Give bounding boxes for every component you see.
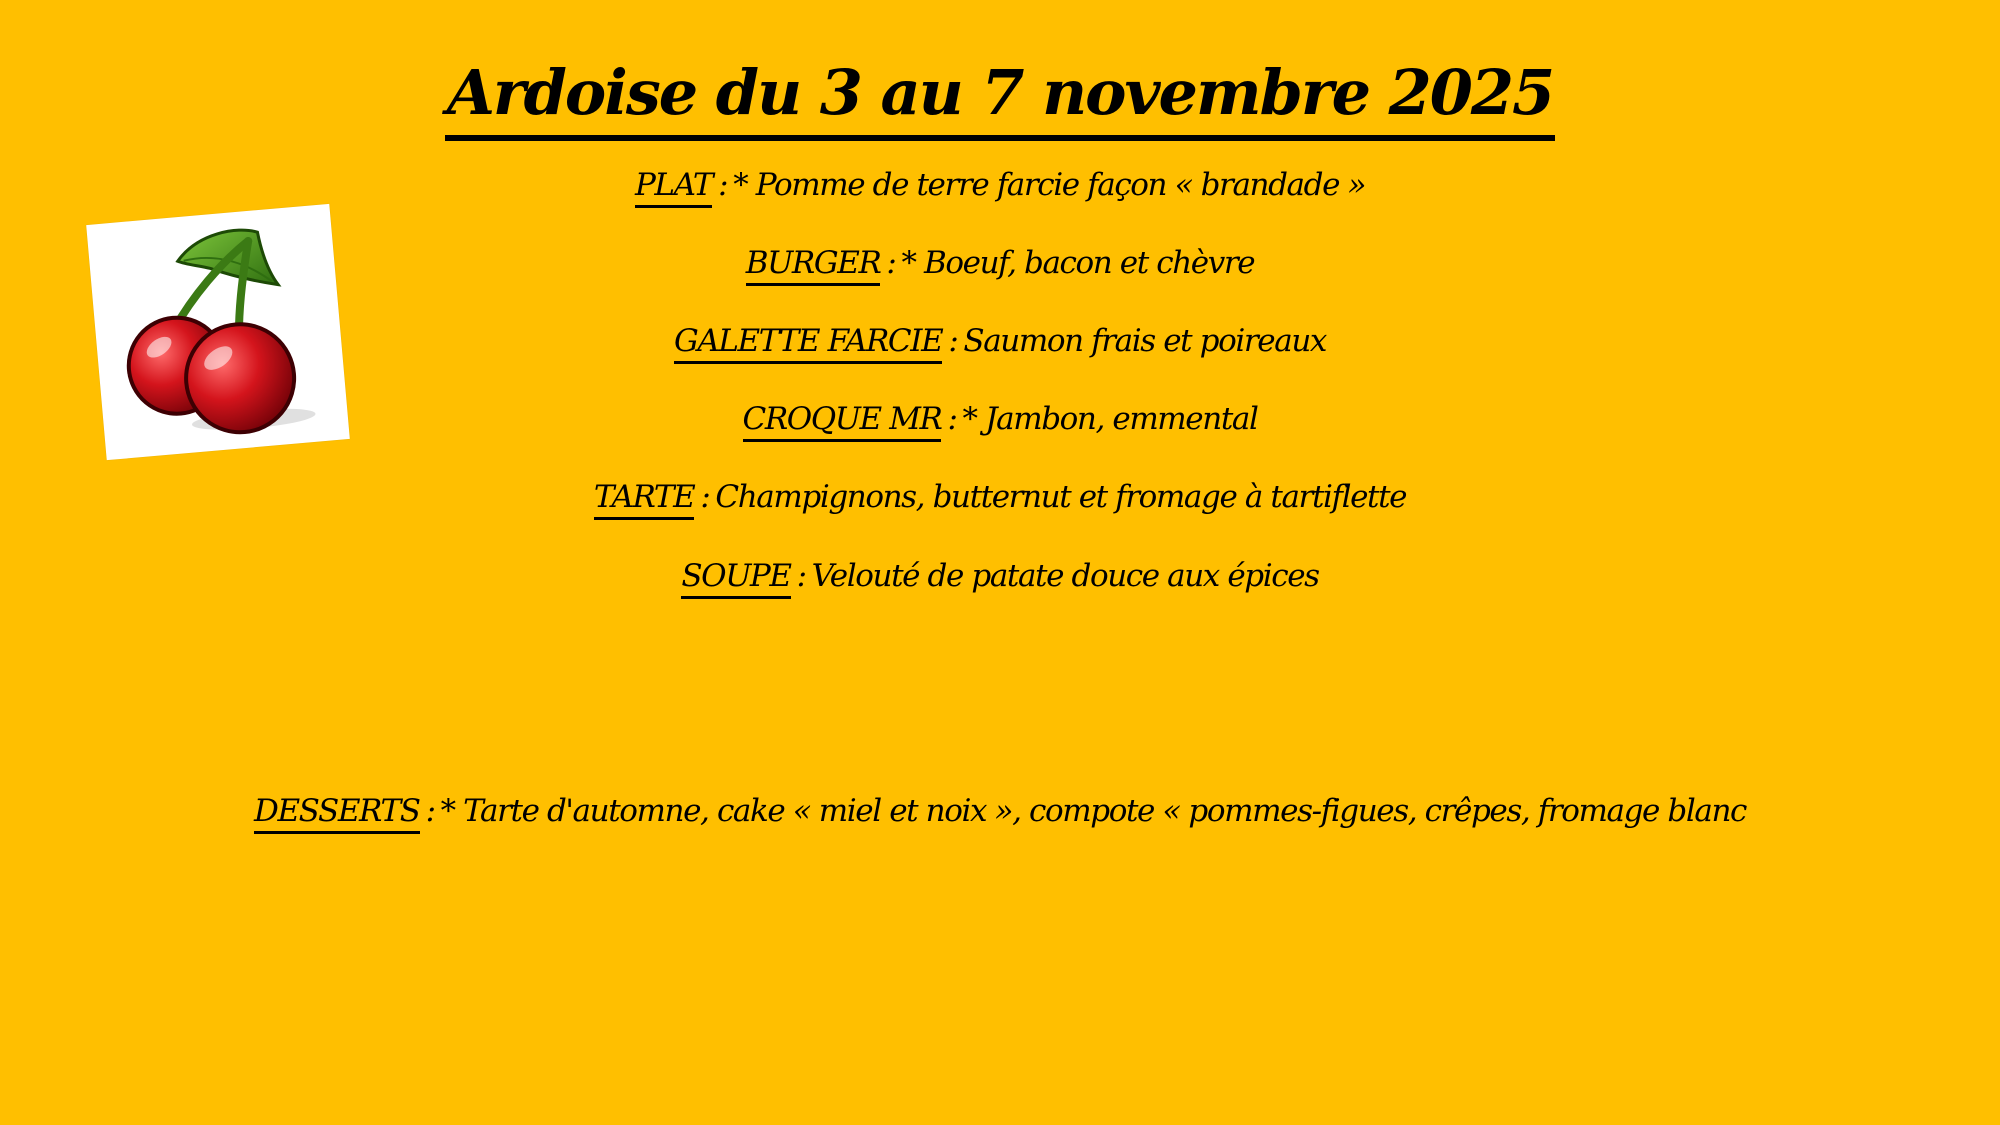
menu-item-text: * Boeuf, bacon et chèvre <box>901 245 1255 281</box>
menu-item-text: * Jambon, emmental <box>962 401 1258 437</box>
menu-item-label: PLAT <box>635 165 712 208</box>
menu-item-text: * Pomme de terre farcie façon « brandade » <box>733 167 1366 203</box>
page-title-text: Ardoise du 3 au 7 novembre 2025 <box>445 51 1555 141</box>
page-title <box>0 48 2000 141</box>
menu-item-text: Champignons, butternut et fromage à tartiflette <box>715 479 1407 515</box>
menu-item-label: SOUPE <box>681 556 790 599</box>
menu-item-text: Saumon frais et poireaux <box>963 323 1326 359</box>
menu-item-separator: : <box>886 245 896 281</box>
menu-item-label: CROQUE MR <box>743 399 942 442</box>
desserts-separator: : <box>425 793 435 829</box>
desserts-line <box>0 786 2000 836</box>
cherries-icon <box>86 204 350 460</box>
menu-item-label: TARTE <box>594 477 694 520</box>
desserts-text: * Tarte d'automne, cake « miel et noix », compote « pommes-figues, crêpes, fromage blanc <box>440 793 1746 829</box>
menu-item-text: Velouté de patate douce aux épices <box>811 558 1319 594</box>
menu-item-plat <box>0 160 2000 210</box>
cherries-sticker <box>86 204 350 460</box>
desserts-label: DESSERTS <box>254 791 420 834</box>
menu-item-separator: : <box>947 401 957 437</box>
menu-item-separator: : <box>700 479 710 515</box>
menu-item-separator: : <box>948 323 958 359</box>
menu-item-tarte <box>0 472 2000 522</box>
menu-item-soupe <box>0 551 2000 601</box>
menu-item-label: BURGER <box>746 243 881 286</box>
menu-item-separator: : <box>718 167 728 203</box>
menu-item-label: GALETTE FARCIE <box>674 321 942 364</box>
menu-item-separator: : <box>796 558 806 594</box>
